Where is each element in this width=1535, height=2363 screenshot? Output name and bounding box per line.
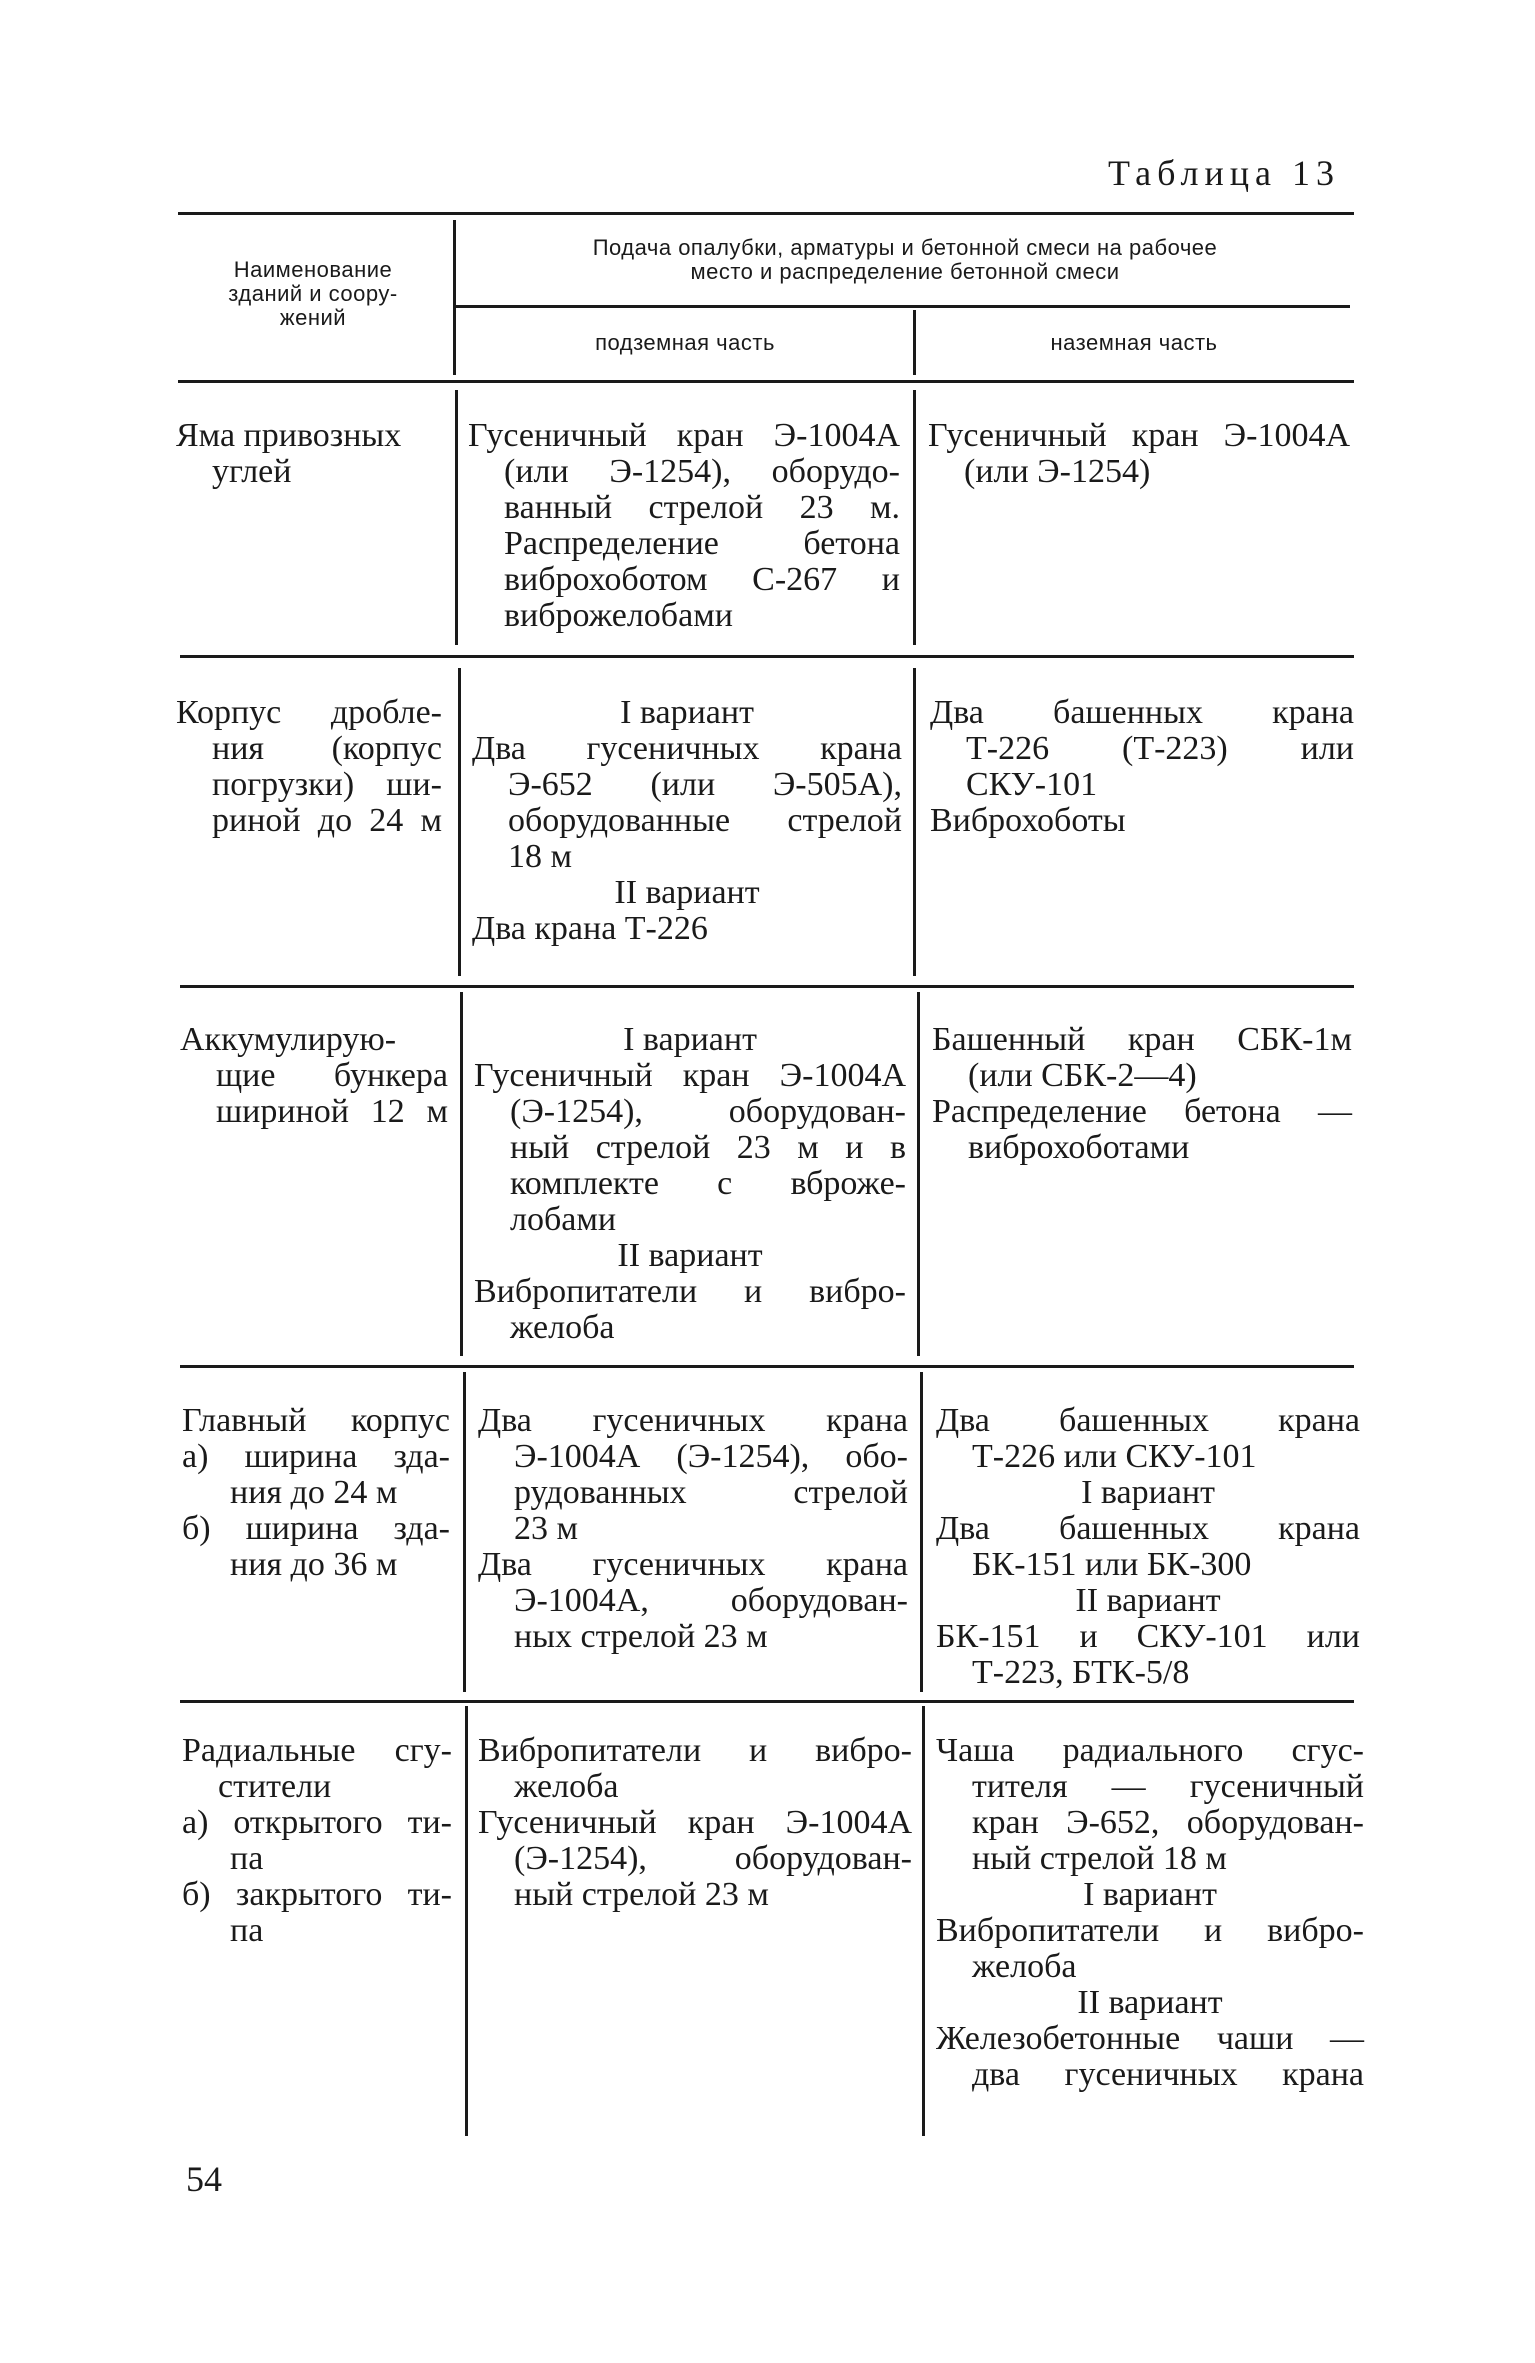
text-line: Яма привозных <box>176 417 402 454</box>
text-line: желоба <box>510 1309 615 1346</box>
text-line: II вариант <box>617 1237 763 1274</box>
text-line: Гусеничный кран Э-1004А <box>478 1804 912 1841</box>
row-4-aboveground <box>936 1403 1360 1691</box>
row-1-name <box>176 418 426 490</box>
row-5-aboveground <box>936 1733 1364 2093</box>
text-line: Аккумулирую- <box>180 1021 397 1058</box>
text-line: б) закрытого ти- <box>182 1876 452 1913</box>
header-line: Подача опалубки, арматуры и бетонной смеси на рабочее <box>592 235 1218 260</box>
column-rule-1 <box>463 1372 466 1692</box>
header-line: жений <box>279 305 347 330</box>
row-3-aboveground <box>932 1022 1352 1166</box>
header-underground: подземная часть <box>595 330 775 355</box>
text-line: погрузки) ши- <box>212 766 442 803</box>
text-line: виброжелобами <box>504 597 733 634</box>
text-line: лобами <box>510 1201 617 1238</box>
text-line: Два башенных крана <box>930 694 1354 731</box>
row-4-underground <box>478 1403 908 1655</box>
text-line: (или СБК-2—4) <box>968 1057 1197 1094</box>
text-line: I вариант <box>623 1021 757 1058</box>
header-group-rule <box>455 305 1350 308</box>
text-line: желоба <box>514 1768 619 1805</box>
text-line: стители <box>218 1768 332 1805</box>
text-line: два гусеничных крана <box>972 2056 1364 2093</box>
text-line: Железобетонные чаши — <box>936 2020 1364 2057</box>
text-line: I вариант <box>1083 1876 1217 1913</box>
text-line: Корпус дробле- <box>176 694 442 731</box>
text-line: оборудованные стрелой <box>508 802 902 839</box>
text-line: а) ширина зда- <box>182 1438 450 1475</box>
column-rule-2 <box>913 390 916 645</box>
text-line: II вариант <box>1075 1582 1221 1619</box>
text-line: щие бункера <box>216 1057 448 1094</box>
column-rule-1 <box>455 390 458 645</box>
text-line: II вариант <box>614 874 760 911</box>
header-line: Наименование <box>233 257 393 282</box>
text-line: (Э-1254), оборудован- <box>514 1840 912 1877</box>
row-divider <box>180 1365 1354 1368</box>
text-line: Чаша радиального сгус- <box>936 1732 1364 1769</box>
text-line: Т-226 или СКУ-101 <box>972 1438 1257 1475</box>
text-line: виброхоботом С-267 и <box>504 561 900 598</box>
text-line: Т-226 (Т-223) или <box>966 730 1354 767</box>
column-rule-2 <box>922 1706 925 2136</box>
text-line: Э-1004А (Э-1254), обо- <box>514 1438 908 1475</box>
row-1-underground <box>468 418 900 634</box>
header-line: зданий и соору- <box>228 281 398 306</box>
row-1-aboveground <box>928 418 1350 490</box>
text-line: 18 м <box>508 838 573 875</box>
text-line: Два гусеничных крана <box>472 730 902 767</box>
column-rule-1 <box>465 1706 468 2136</box>
row-2-aboveground <box>930 695 1354 839</box>
column-rule-1 <box>453 220 456 375</box>
row-divider <box>180 655 1354 658</box>
text-line: па <box>230 1912 264 1949</box>
text-line: комплекте с вброже- <box>510 1165 906 1202</box>
text-line: Распределение бетона <box>504 525 900 562</box>
text-line: I вариант <box>1081 1474 1215 1511</box>
column-rule-2 <box>913 310 916 375</box>
text-line: ный стрелой 23 м <box>514 1876 769 1913</box>
text-line: Вибропитатели и вибро- <box>478 1732 912 1769</box>
text-line: ный стрелой 23 м и в <box>510 1129 906 1166</box>
column-rule-2 <box>920 1372 923 1692</box>
row-5-name <box>182 1733 452 1949</box>
text-line: II вариант <box>1077 1984 1223 2021</box>
text-line: кран Э-652, оборудован- <box>972 1804 1364 1841</box>
text-line: Главный корпус <box>182 1402 450 1439</box>
text-line: Два башенных крана <box>936 1402 1360 1439</box>
text-line: риной до 24 м <box>212 802 442 839</box>
text-line: виброхоботами <box>968 1129 1190 1166</box>
text-line: Гусеничный кран Э-1004А <box>928 417 1350 454</box>
text-line: Виброхоботы <box>930 802 1126 839</box>
column-rule-1 <box>460 992 463 1356</box>
text-line: б) ширина зда- <box>182 1510 450 1547</box>
text-line: ния (корпус <box>212 730 442 767</box>
table-top-rule <box>178 212 1354 215</box>
text-line: Т-223, БТК-5/8 <box>972 1654 1190 1691</box>
text-line: желоба <box>972 1948 1077 1985</box>
text-line: ных стрелой 23 м <box>514 1618 768 1655</box>
text-line: ния до 24 м <box>230 1474 398 1511</box>
text-line: (или Э-1254) <box>964 453 1151 490</box>
text-line: Два гусеничных крана <box>478 1402 908 1439</box>
text-line: Э-652 (или Э-505А), <box>508 766 902 803</box>
text-line: СКУ-101 <box>966 766 1098 803</box>
text-line: Два гусеничных крана <box>478 1546 908 1583</box>
column-rule-2 <box>913 668 916 976</box>
text-line: Гусеничный кран Э-1004А <box>474 1057 906 1094</box>
text-line: Вибропитатели и вибро- <box>474 1273 906 1310</box>
page-number: 54 <box>186 2159 222 2199</box>
row-5-underground <box>478 1733 912 1913</box>
text-line: а) открытого ти- <box>182 1804 452 1841</box>
row-2-name <box>176 695 442 839</box>
row-3-underground <box>474 1022 906 1346</box>
header-aboveground: наземная часть <box>1050 330 1218 355</box>
text-line: рудованных стрелой <box>514 1474 908 1511</box>
header-bottom-rule <box>178 380 1354 383</box>
text-line: Распределение бетона — <box>932 1093 1352 1130</box>
text-line: тителя — гусеничный <box>972 1768 1364 1805</box>
text-line: (или Э-1254), оборудо- <box>504 453 900 490</box>
column-rule-1 <box>458 668 461 976</box>
text-line: ванный стрелой 23 м. <box>504 489 900 526</box>
column-rule-2 <box>917 992 920 1356</box>
text-line: Вибропитатели и вибро- <box>936 1912 1364 1949</box>
text-line: Два крана Т-226 <box>472 910 708 947</box>
text-line: Два башенных крана <box>936 1510 1360 1547</box>
text-line: (Э-1254), оборудован- <box>510 1093 906 1130</box>
text-line: Башенный кран СБК-1м <box>932 1021 1352 1058</box>
text-line: БК-151 и СКУ-101 или <box>936 1618 1360 1655</box>
text-line: углей <box>212 453 292 490</box>
header-name-column <box>178 258 448 330</box>
text-line: шириной 12 м <box>216 1093 448 1130</box>
text-line: ния до 36 м <box>230 1546 398 1583</box>
text-line: Радиальные сгу- <box>182 1732 452 1769</box>
table-label: Таблица 13 <box>1108 153 1340 193</box>
row-divider <box>180 1700 1354 1703</box>
text-line: Гусеничный кран Э-1004А <box>468 417 900 454</box>
header-line: место и распределение бетонной смеси <box>690 259 1120 284</box>
header-group <box>460 236 1350 284</box>
text-line: I вариант <box>620 694 754 731</box>
row-divider <box>180 985 1354 988</box>
text-line: па <box>230 1840 264 1877</box>
row-4-name <box>182 1403 450 1583</box>
text-line: 23 м <box>514 1510 579 1547</box>
text-line: Э-1004А, оборудован- <box>514 1582 908 1619</box>
text-line: ный стрелой 18 м <box>972 1840 1227 1877</box>
row-3-name <box>180 1022 448 1130</box>
text-line: БК-151 или БК-300 <box>972 1546 1252 1583</box>
row-2-underground <box>472 695 902 947</box>
